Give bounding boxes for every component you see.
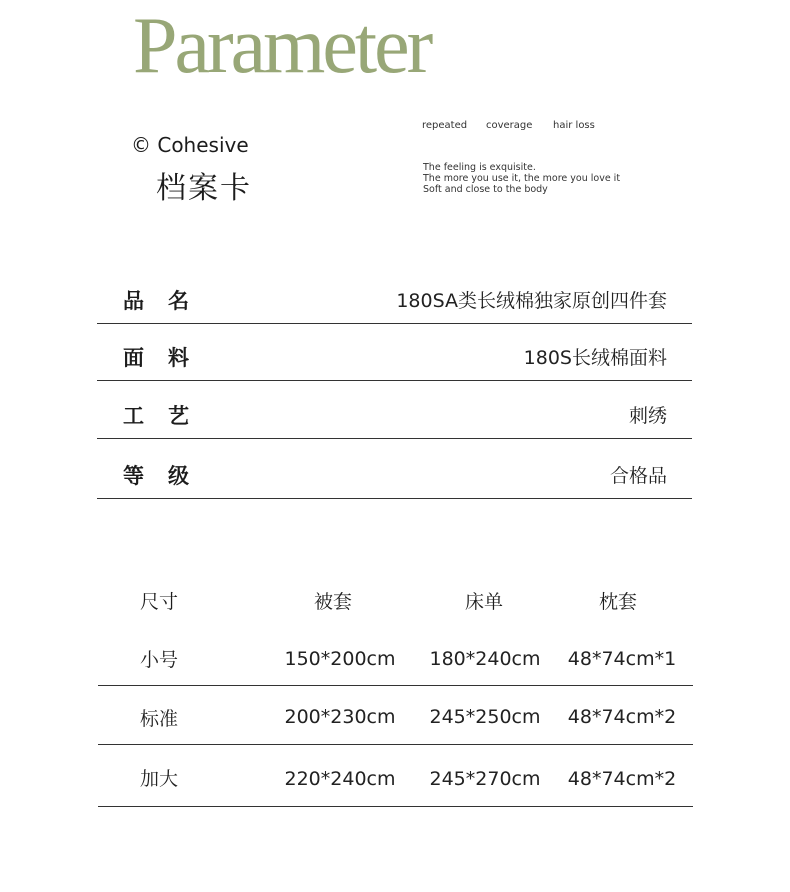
size-cell: 200*230cm xyxy=(284,706,396,728)
spec-row-fabric xyxy=(97,322,692,381)
brand-name: © Cohesive xyxy=(131,133,249,157)
spec-value: 180SA类长绒棉独家原创四件套 xyxy=(396,290,667,312)
spec-label: 面料 xyxy=(123,346,213,370)
tag-hair-loss: hair loss xyxy=(553,120,595,131)
size-cell: 小号 xyxy=(139,649,179,671)
spec-row-product-name xyxy=(97,265,692,324)
size-header-sheet: 床单 xyxy=(464,591,504,613)
spec-value: 刺绣 xyxy=(628,405,667,427)
size-cell: 150*200cm xyxy=(284,648,396,670)
size-cell: 48*74cm*2 xyxy=(567,768,677,790)
spec-label: 工艺 xyxy=(123,404,213,428)
spec-label: 等级 xyxy=(123,464,213,488)
size-cell: 180*240cm xyxy=(429,648,541,670)
profile-card-label: 档案卡 xyxy=(156,171,252,206)
size-cell: 245*270cm xyxy=(429,768,541,790)
slogan-line-3: Soft and close to the body xyxy=(423,184,548,195)
size-cell: 220*240cm xyxy=(284,768,396,790)
row-divider xyxy=(98,744,693,745)
slogan-line-1: The feeling is exquisite. xyxy=(423,162,536,173)
spec-row-craft xyxy=(97,380,692,439)
spec-value: 合格品 xyxy=(609,465,667,487)
row-divider xyxy=(98,685,693,686)
size-cell: 标准 xyxy=(139,708,179,730)
slogan-line-2: The more you use it, the more you love it xyxy=(423,173,621,184)
size-header-size: 尺寸 xyxy=(139,591,179,613)
size-cell: 48*74cm*2 xyxy=(567,706,677,728)
tag-repeated: repeated xyxy=(422,120,468,131)
spec-row-grade xyxy=(97,440,692,499)
tag-coverage: coverage xyxy=(486,120,533,131)
size-cell: 245*250cm xyxy=(429,706,541,728)
size-header-duvet: 被套 xyxy=(313,591,353,613)
size-header-pillowcase: 枕套 xyxy=(598,591,638,613)
size-cell: 48*74cm*1 xyxy=(567,648,677,670)
size-cell: 加大 xyxy=(139,768,179,790)
page-title: Parameter xyxy=(133,2,431,90)
row-divider xyxy=(98,806,693,807)
spec-value: 180S长绒棉面料 xyxy=(523,347,667,369)
spec-label: 品名 xyxy=(123,289,213,313)
